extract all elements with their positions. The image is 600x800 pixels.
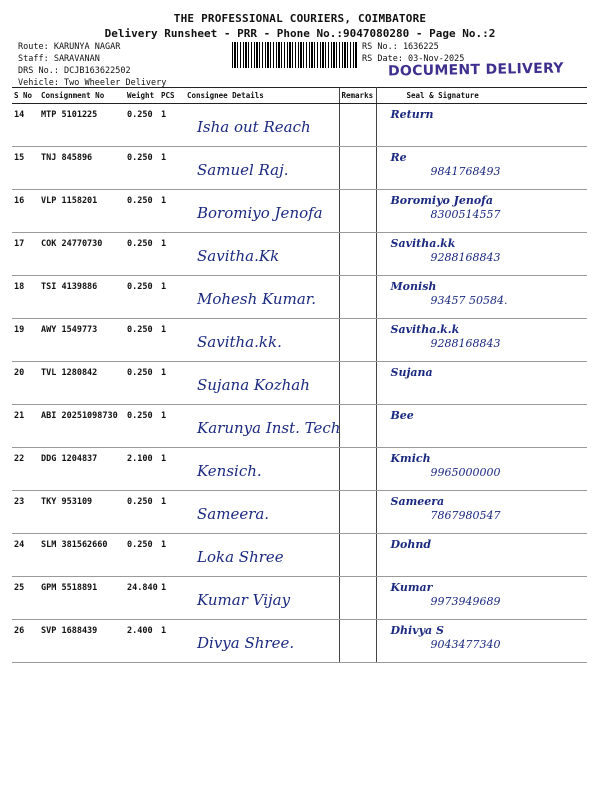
handwritten-consignee: Savitha.kk. — [197, 333, 282, 351]
table-row — [12, 405, 587, 448]
handwritten-signature — [391, 624, 501, 652]
document-delivery-stamp: DOCUMENT DELIVERY — [387, 60, 564, 80]
cell-signature — [376, 104, 587, 147]
cell-weight: 0.250 — [125, 534, 159, 577]
cell-consignment: MTP 5101225 — [39, 104, 125, 147]
handwritten-signature — [391, 323, 501, 351]
cell-consignment: AWY 1549773 — [39, 319, 125, 362]
cell-signature — [376, 319, 587, 362]
cell-consignment: TNJ 845896 — [39, 147, 125, 190]
handwritten-consignee: Boromiyo Jenofa — [197, 204, 323, 222]
table-row — [12, 534, 587, 577]
cell-consignee — [185, 233, 339, 276]
cell-consignee — [185, 534, 339, 577]
runsheet-table — [12, 87, 587, 663]
signature-name: Return — [390, 108, 434, 121]
cell-consignment: SLM 381562660 — [39, 534, 125, 577]
cell-signature — [376, 577, 587, 620]
cell-sno: 18 — [12, 276, 39, 319]
cell-remarks — [339, 319, 376, 362]
table-row — [12, 319, 587, 362]
route-label: Route: KARUNYA NAGAR — [18, 42, 121, 52]
table-header-row — [12, 88, 587, 104]
col-remarks: Remarks — [339, 88, 376, 104]
cell-remarks — [339, 448, 376, 491]
cell-pcs: 1 — [159, 319, 185, 362]
cell-pcs: 1 — [159, 276, 185, 319]
cell-signature — [376, 276, 587, 319]
signature-phone: 7867980547 — [430, 509, 501, 522]
cell-pcs: 1 — [159, 362, 185, 405]
cell-signature — [376, 233, 587, 276]
handwritten-consignee: Karunya Inst. Tech — [197, 419, 341, 437]
signature-name: Kumar — [390, 581, 433, 594]
handwritten-consignee: Isha out Reach — [197, 118, 311, 136]
cell-pcs: 1 — [159, 104, 185, 147]
staff-label: Staff: SARAVANAN — [18, 54, 100, 64]
cell-consignment: TSI 4139886 — [39, 276, 125, 319]
cell-weight: 0.250 — [125, 233, 159, 276]
cell-weight: 0.250 — [125, 190, 159, 233]
col-weight: Weight — [125, 88, 159, 104]
company-title: THE PROFESSIONAL COURIERS, COIMBATORE — [173, 12, 427, 25]
cell-sno: 26 — [12, 620, 39, 663]
cell-weight: 0.250 — [125, 405, 159, 448]
cell-remarks — [339, 620, 376, 663]
cell-signature — [376, 190, 587, 233]
handwritten-consignee: Savitha.Kk — [197, 247, 280, 265]
cell-consignee — [185, 276, 339, 319]
runsheet-subtitle: Delivery Runsheet - PRR - Phone No.:9047080280 - Page No.:2 — [104, 27, 496, 40]
handwritten-consignee: Kensich. — [197, 462, 262, 480]
signature-name: Boromiyo Jenofa — [390, 194, 494, 207]
cell-remarks — [339, 577, 376, 620]
handwritten-signature — [391, 495, 501, 523]
cell-consignment: COK 24770730 — [39, 233, 125, 276]
signature-phone: 8300514557 — [430, 208, 501, 221]
cell-weight: 2.400 — [125, 620, 159, 663]
cell-consignment: DDG 1204837 — [39, 448, 125, 491]
cell-remarks — [339, 104, 376, 147]
cell-consignee — [185, 190, 339, 233]
table-row — [12, 104, 587, 147]
barcode-image — [232, 42, 358, 68]
cell-signature — [376, 491, 587, 534]
cell-pcs: 1 — [159, 577, 185, 620]
col-consignment: Consignment No — [39, 88, 125, 104]
cell-consignee — [185, 104, 339, 147]
rs-date: RS Date: 03-Nov-2025 — [362, 54, 465, 64]
runsheet-info-left — [18, 41, 166, 89]
cell-pcs: 1 — [159, 491, 185, 534]
cell-pcs: 1 — [159, 534, 185, 577]
cell-remarks — [339, 405, 376, 448]
handwritten-signature — [391, 538, 432, 552]
signature-name: Sameera — [390, 495, 445, 508]
signature-name: Kmich — [390, 452, 431, 465]
cell-remarks — [339, 491, 376, 534]
table-row — [12, 147, 587, 190]
vehicle-label: Vehicle: Two Wheeler Delivery — [18, 78, 167, 88]
signature-phone: 93457 50584. — [430, 294, 508, 307]
table-row — [12, 620, 587, 663]
cell-remarks — [339, 362, 376, 405]
signature-phone: 9043477340 — [430, 638, 501, 651]
signature-name: Re — [390, 151, 407, 164]
cell-consignment: TVL 1280842 — [39, 362, 125, 405]
cell-pcs: 1 — [159, 233, 185, 276]
rs-number: RS No.: 1636225 — [362, 42, 439, 52]
cell-signature — [376, 534, 587, 577]
cell-pcs: 1 — [159, 147, 185, 190]
cell-consignee — [185, 491, 339, 534]
cell-weight: 0.250 — [125, 491, 159, 534]
cell-signature — [376, 448, 587, 491]
signature-name: Dhivya S — [390, 624, 444, 637]
signature-phone: 9841768493 — [430, 165, 501, 178]
col-consignee: Consignee Details — [185, 88, 339, 104]
handwritten-signature — [391, 581, 501, 609]
signature-name: Savitha.kk — [390, 237, 456, 250]
cell-consignee — [185, 362, 339, 405]
signature-name: Bee — [390, 409, 414, 422]
cell-signature — [376, 362, 587, 405]
signature-name: Savitha.k.k — [390, 323, 460, 336]
handwritten-consignee: Sujana Kozhah — [197, 376, 310, 394]
signature-name: Sujana — [390, 366, 433, 379]
cell-weight: 24.840 — [125, 577, 159, 620]
signature-phone: 9288168843 — [430, 251, 501, 264]
cell-sno: 19 — [12, 319, 39, 362]
cell-weight: 0.250 — [125, 147, 159, 190]
cell-sno: 20 — [12, 362, 39, 405]
cell-remarks — [339, 190, 376, 233]
handwritten-consignee: Mohesh Kumar. — [197, 290, 317, 308]
col-pcs: PCS — [159, 88, 185, 104]
cell-sno: 16 — [12, 190, 39, 233]
signature-phone: 9965000000 — [430, 466, 501, 479]
table-row — [12, 190, 587, 233]
cell-sno: 25 — [12, 577, 39, 620]
cell-remarks — [339, 276, 376, 319]
table-row — [12, 276, 587, 319]
cell-consignment: TKY 953109 — [39, 491, 125, 534]
cell-consignment: SVP 1688439 — [39, 620, 125, 663]
handwritten-consignee: Divya Shree. — [197, 634, 295, 652]
handwritten-signature — [391, 194, 501, 222]
handwritten-consignee: Samuel Raj. — [197, 161, 289, 179]
cell-sno: 15 — [12, 147, 39, 190]
cell-weight: 0.250 — [125, 276, 159, 319]
cell-pcs: 1 — [159, 405, 185, 448]
cell-signature — [376, 147, 587, 190]
cell-weight: 0.250 — [125, 319, 159, 362]
cell-pcs: 1 — [159, 620, 185, 663]
cell-signature — [376, 405, 587, 448]
cell-sno: 21 — [12, 405, 39, 448]
table-row — [12, 577, 587, 620]
signature-phone: 9973949689 — [430, 595, 501, 608]
cell-consignee — [185, 147, 339, 190]
drs-label: DRS No.: DCJB163622502 — [18, 66, 131, 76]
cell-remarks — [339, 233, 376, 276]
col-sno: S No — [12, 88, 39, 104]
cell-weight: 2.100 — [125, 448, 159, 491]
handwritten-signature — [391, 237, 501, 265]
handwritten-signature — [391, 409, 414, 423]
cell-consignment: GPM 5518891 — [39, 577, 125, 620]
cell-consignment: VLP 1158201 — [39, 190, 125, 233]
handwritten-consignee: Loka Shree — [197, 548, 284, 566]
cell-consignee — [185, 319, 339, 362]
cell-pcs: 1 — [159, 448, 185, 491]
cell-consignee — [185, 405, 339, 448]
cell-sno: 14 — [12, 104, 39, 147]
cell-weight: 0.250 — [125, 104, 159, 147]
cell-consignee — [185, 448, 339, 491]
cell-remarks — [339, 534, 376, 577]
cell-sno: 23 — [12, 491, 39, 534]
table-row — [12, 448, 587, 491]
handwritten-signature — [391, 151, 501, 179]
cell-pcs: 1 — [159, 190, 185, 233]
signature-phone: 9288168843 — [430, 337, 501, 350]
cell-consignee — [185, 577, 339, 620]
signature-name: Dohnd — [390, 538, 432, 551]
col-signature: Seal & Signature — [376, 88, 587, 104]
cell-weight: 0.250 — [125, 362, 159, 405]
table-row — [12, 233, 587, 276]
signature-name: Monish — [390, 280, 437, 293]
cell-consignment: ABI 20251098730 — [39, 405, 125, 448]
handwritten-consignee: Sameera. — [197, 505, 270, 523]
cell-consignee — [185, 620, 339, 663]
handwritten-signature — [391, 108, 434, 122]
handwritten-signature — [391, 366, 433, 380]
table-row — [12, 362, 587, 405]
runsheet-info-right — [362, 41, 464, 65]
cell-sno: 22 — [12, 448, 39, 491]
cell-signature — [376, 620, 587, 663]
table-row — [12, 491, 587, 534]
cell-sno: 17 — [12, 233, 39, 276]
cell-remarks — [339, 147, 376, 190]
handwritten-signature — [391, 280, 508, 308]
handwritten-signature — [391, 452, 501, 480]
handwritten-consignee: Kumar Vijay — [197, 591, 291, 609]
cell-sno: 24 — [12, 534, 39, 577]
